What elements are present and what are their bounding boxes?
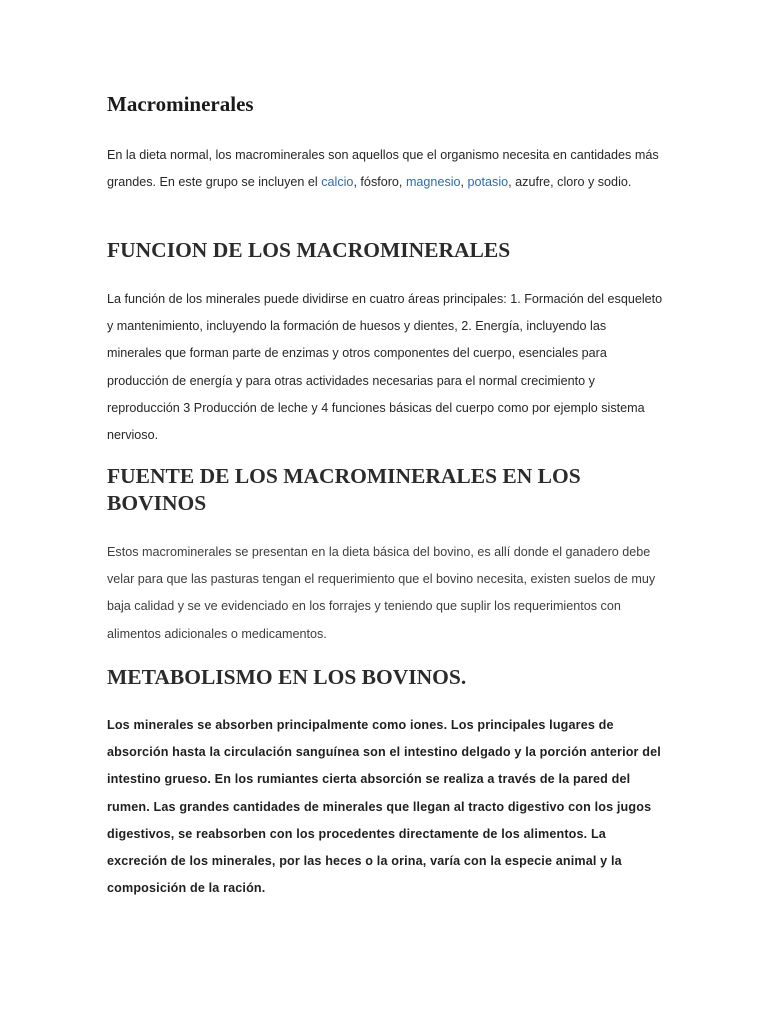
link-calcio[interactable]: calcio [321,175,354,190]
paragraph-metabolismo: Los minerales se absorben principalmente como iones. Los principales lugares de absorción hasta la circulación sanguínea son el intestino delgado y la porción anterior del intestino grueso. En los rumiantes cierta absorción se realiza a través de la pared del rumen. Las grandes cantidades de minerales que llegan al tracto digestivo con los jugos digestivos, se reabsorben con los procedentes directamente de los alimentos. La excreción de los minerales, por las heces o la orina, varía con la especie animal y la composición de la ración. [107,718,661,896]
link-potasio[interactable]: potasio [467,175,509,190]
intro-text-sep2: , [460,175,468,190]
paragraph-fuente: Estos macrominerales se presentan en la dieta básica del bovino, es allí donde el ganadero debe velar para que las pasturas tengan el requerimiento que el bovino necesita, existen suelos de muy baja calidad y se ve evidenciado en los forrajes y teniendo que suplir los requerimientos con alimentos adicionales o medicamentos. [107,545,656,641]
intro-text-start: En la dieta normal, los macrominerales son aquellos que el organismo necesita en cantidades más grandes. En este grupo se incluyen el [107,148,659,190]
heading-funcion: FUNCION DE LOS MACROMINERALES [107,238,511,262]
link-magnesio[interactable]: magnesio [405,175,461,190]
heading-macrominerales: Macrominerales [107,92,254,116]
paragraph-funcion: La función de los minerales puede dividirse en cuatro áreas principales: 1. Formación del esqueleto y mantenimiento, incluyendo la formación de huesos y dientes, 2. Energía, incluyendo las minerales que forman parte de enzimas y otros componentes del cuerpo, esenciales para producción de energía y para otras actividades necesarias para el normal crecimiento y reproducción 3 Producción de leche y 4 funciones básicas del cuerpo como por ejemplo sistema nervioso. [107,292,663,443]
intro-text-end: , azufre, cloro y sodio. [508,175,632,190]
paragraph-intro [107,142,663,196]
heading-fuente: FUENTE DE LOS MACROMINERALES EN LOS BOVINOS [107,464,581,515]
heading-metabolismo: METABOLISMO EN LOS BOVINOS. [107,665,467,689]
intro-text-sep1: , fósforo, [353,175,406,190]
